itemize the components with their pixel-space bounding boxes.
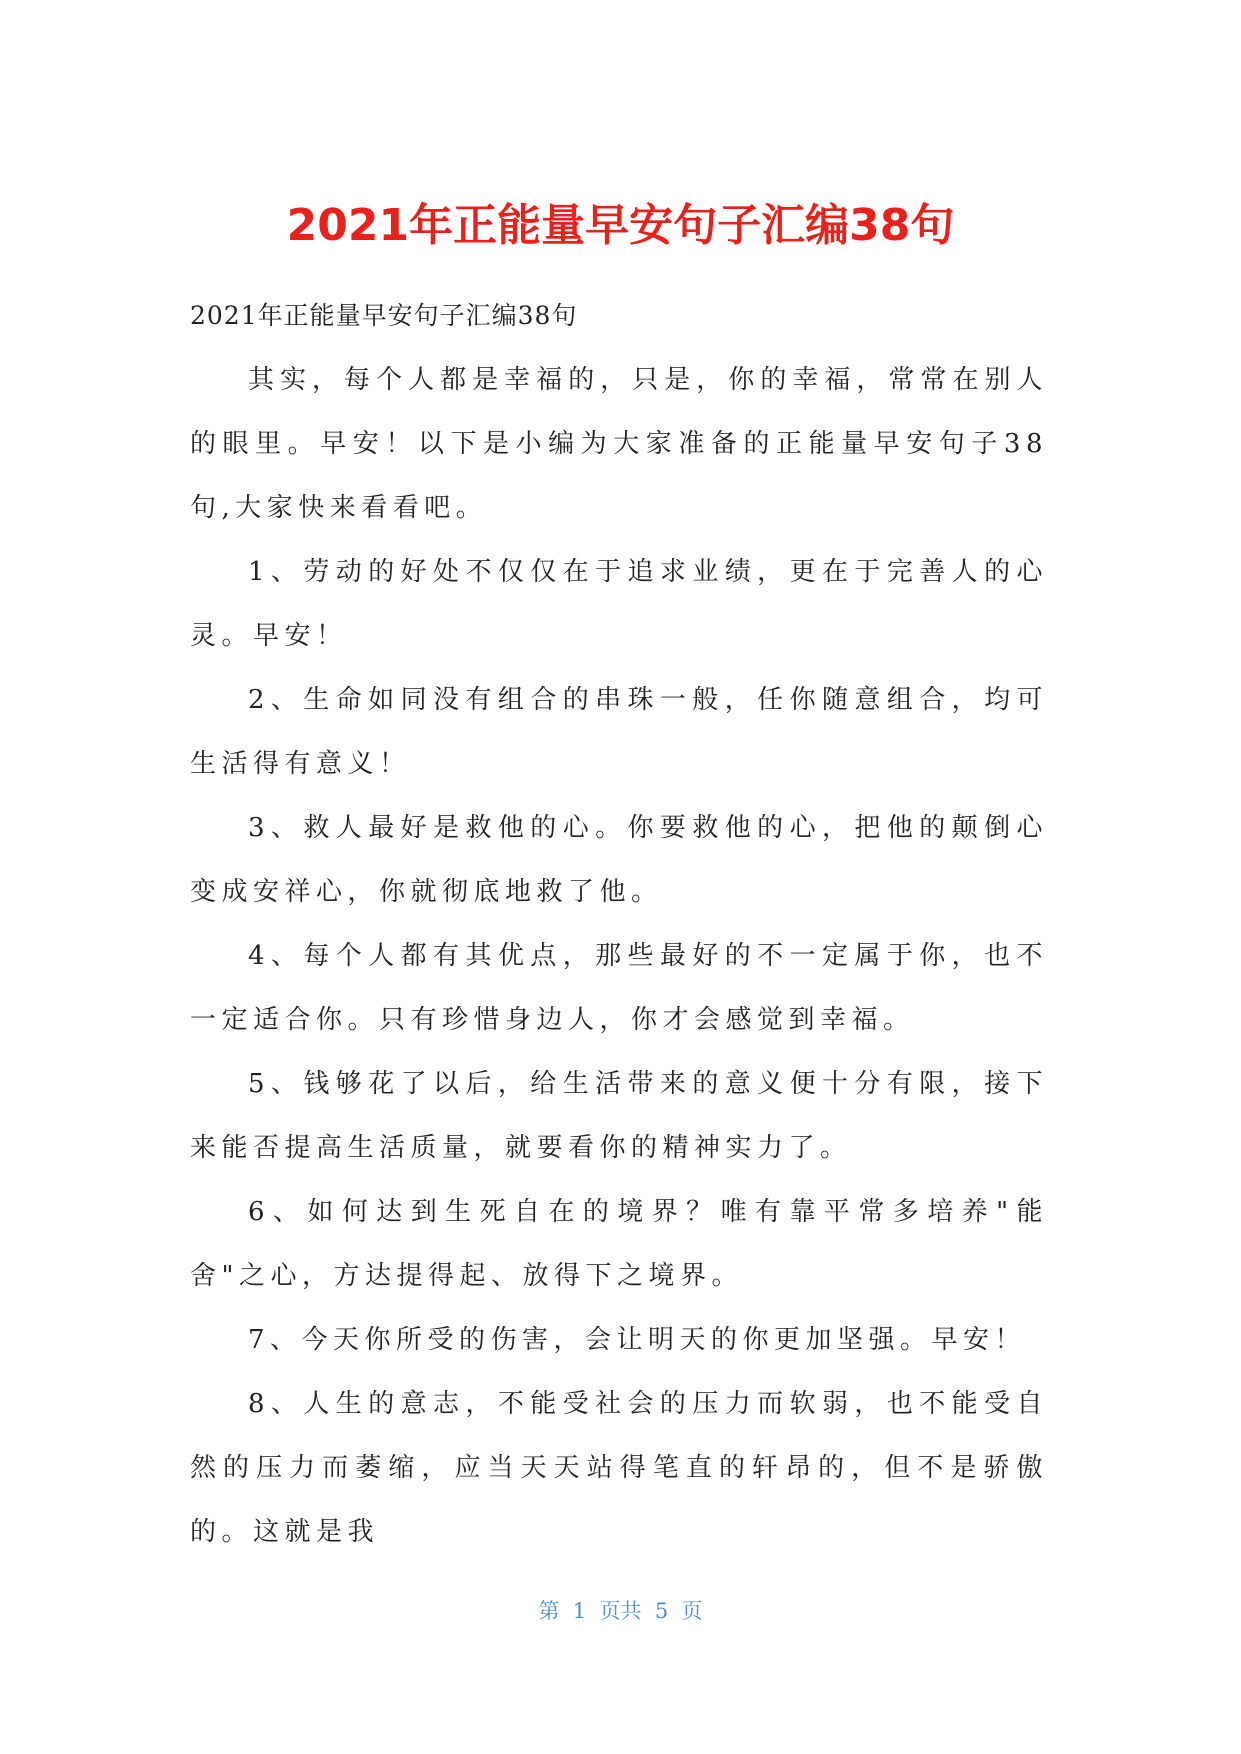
- document-body: [190, 284, 1048, 1564]
- quote-paragraph: 4、每个人都有其优点，那些最好的不一定属于你，也不一定适合你。只有珍惜身边人，你才会感觉到幸福。: [190, 941, 1048, 1035]
- document-title: 2021年正能量早安句子汇编38句: [286, 200, 955, 251]
- quote-paragraph: 3、救人最好是救他的心。你要救他的心，把他的颠倒心变成安祥心，你就彻底地救了他。: [190, 813, 1048, 907]
- quote-paragraph: 5、钱够花了以后，给生活带来的意义便十分有限，接下来能否提高生活质量，就要看你的精神实力了。: [190, 1069, 1048, 1163]
- quote-paragraph: 6、如何达到生死自在的境界？唯有靠平常多培养"能舍"之心，方达提得起、放得下之境界。: [190, 1197, 1048, 1291]
- intro-paragraph: 其实，每个人都是幸福的，只是，你的幸福，常常在别人的眼里。早安！以下是小编为大家准备的正能量早安句子38句,大家快来看看吧。: [190, 365, 1048, 523]
- quote-paragraph: 8、人生的意志，不能受社会的压力而软弱，也不能受自然的压力而萎缩，应当天天站得笔直的轩昂的，但不是骄傲的。这就是我: [190, 1389, 1048, 1547]
- document-subtitle: 2021年正能量早安句子汇编38句: [190, 301, 578, 330]
- quote-paragraph: 2、生命如同没有组合的串珠一般，任你随意组合，均可生活得有意义！: [190, 685, 1048, 779]
- page-number-footer: 第 1 页共 5 页: [538, 1599, 703, 1623]
- quote-paragraph: 1、劳动的好处不仅仅在于追求业绩，更在于完善人的心灵。早安！: [190, 557, 1048, 651]
- quote-paragraph: 7、今天你所受的伤害，会让明天的你更加坚强。早安！: [248, 1325, 1027, 1355]
